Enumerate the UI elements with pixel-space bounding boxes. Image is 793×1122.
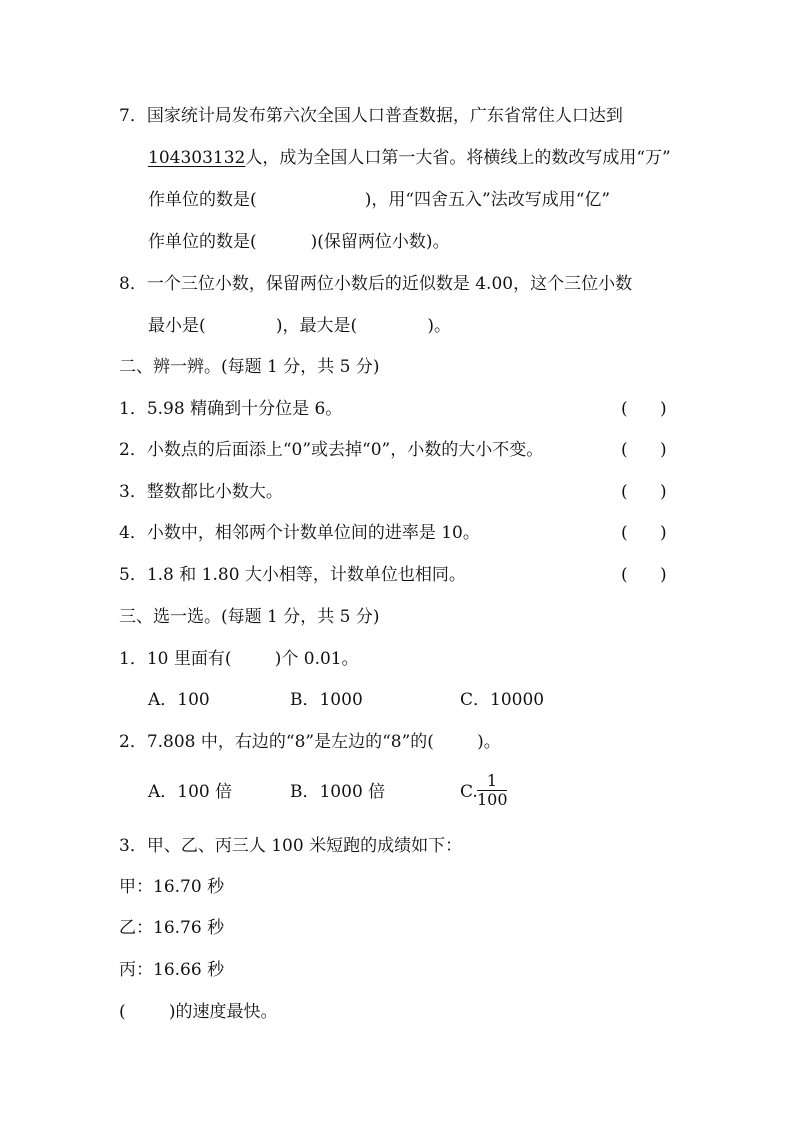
section2-heading: 二、辨一辨。(每题 1 分，共 5 分)	[119, 357, 380, 377]
choice-q2-option-a: A．100 倍	[148, 782, 233, 802]
answer-bracket: ( )	[621, 440, 667, 460]
choice-q3: 3．甲、乙、丙三人 100 米短跑的成绩如下：	[119, 836, 463, 856]
choice-q1-option-b: B．1000	[290, 690, 363, 710]
judge-item: 5．1.8 和 1.80 大小相等，计数单位也相同。	[119, 565, 466, 585]
result-yi: 乙：16.76 秒	[119, 918, 225, 938]
result-jia: 甲：16.70 秒	[119, 877, 225, 897]
q8-line2: 最小是( )，最大是( )。	[148, 316, 452, 336]
choice-q2: 2．7.808 中，右边的“8”是左边的“8”的( )。	[119, 732, 501, 752]
judge-item: 2．小数点的后面添上“0”或去掉“0”，小数的大小不变。	[119, 440, 544, 460]
answer-bracket: ( )	[621, 523, 667, 543]
judge-item: 1．5.98 精确到十分位是 6。	[119, 399, 343, 419]
choice-q2-option-c-prefix: C.	[460, 782, 478, 802]
q8-line1: 8．一个三位小数，保留两位小数后的近似数是 4.00，这个三位小数	[119, 274, 633, 294]
judge-item: 4．小数中，相邻两个计数单位间的进率是 10。	[119, 523, 480, 543]
choice-q1: 1．10 里面有( )个 0.01。	[119, 649, 359, 669]
q7-line1: 7．国家统计局发布第六次全国人口普查数据，广东省常住人口达到	[119, 106, 623, 126]
choice-q3-answer: ( )的速度最快。	[119, 1002, 278, 1022]
answer-bracket: ( )	[621, 482, 667, 502]
q7-line3: 作单位的数是( )，用“四舍五入”法改写成用“亿”	[148, 190, 611, 210]
result-bing: 丙：16.66 秒	[119, 960, 225, 980]
fraction-numerator: 1	[477, 772, 507, 791]
q7-line2	[148, 146, 671, 170]
judge-item: 3．整数都比小数大。	[119, 482, 283, 502]
q7-line2-rest: 人，成为全国人口第一大省。将横线上的数改写成用“万”	[245, 148, 671, 168]
choice-q2-option-b: B．1000 倍	[290, 782, 386, 802]
choice-q1-option-c: C．10000	[460, 690, 545, 710]
fraction-denominator: 100	[477, 790, 508, 809]
choice-q2-option-c-fraction	[477, 772, 507, 809]
population-number: 104303132	[148, 148, 246, 168]
answer-bracket: ( )	[621, 565, 667, 585]
choice-q1-option-a: A．100	[148, 690, 210, 710]
q7-line4: 作单位的数是( )(保留两位小数)。	[148, 232, 450, 252]
answer-bracket: ( )	[621, 399, 667, 419]
section3-heading: 三、选一选。(每题 1 分，共 5 分)	[119, 607, 380, 627]
